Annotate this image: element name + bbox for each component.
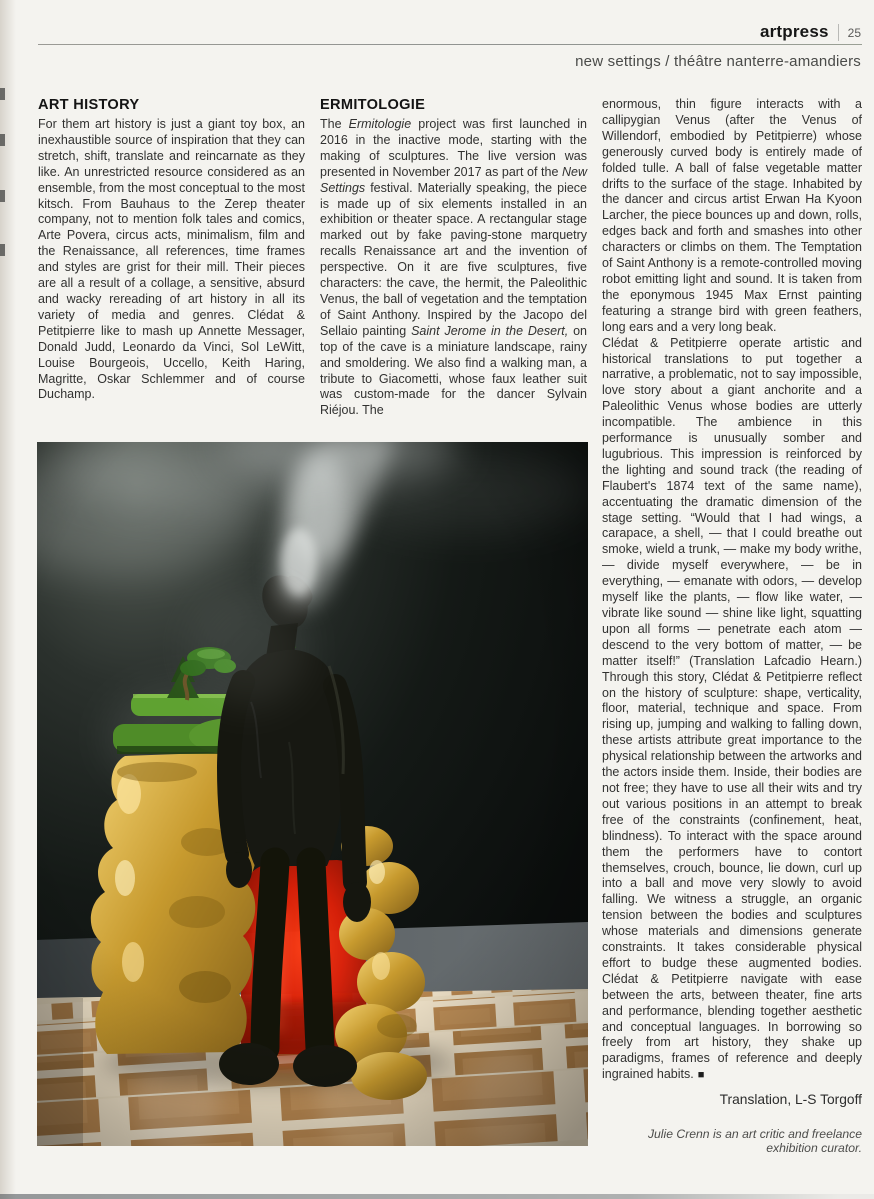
section-title: new settings / théâtre nanterre-amandiers xyxy=(575,53,861,70)
art-history-body: For them art history is just a giant toy box, an inexhaustible source of inspiration that they can stretch, shift, translate and reincarnate as they like. An unrestricted resource considered as an ensemble, from the most conceptual to the most kitsch. From Bauhaus to the Zerep theater company, not to mention folk tales and comics, Arte Povera, circus acts, minimalism, film and the Renaissance, all references, time frames and styles are grist for their mill. Their pieces are all a result of a collage, a sensitive, absurd and wacky rereading of art history in all its variety of media and genres. Clédat & Petitpierre like to mash up Annette Messager, Donald Judd, Leonardo da Vinci, Sol LeWitt, Louise Bourgeois, Uccello, Keith Haring, Magritte, Oskar Schlemmer and of course Duchamp. xyxy=(38,117,305,402)
masthead-row xyxy=(760,22,861,42)
continuation-paragraph-1: enormous, thin figure interacts with a callipygian Venus (after the Venus of Willendorf, embodied by Petitpierre) whose generously curved body is entirely made of folded tulle. A ball of false vegetable matter drifts to the surface of the stage. Inhabited by the dancer and circus artist Erwan Ha Kyoon Larcher, the piece bounces up and down, rolls, edges back and forth and smashes into other characters or climbs on them. The Temptation of Saint Anthony is a remote-controlled moving robot emitting light and sound. It is taken from the eponymous 1945 Max Ernst painting featuring a strange bird with green feathers, long ears and a very long beak. xyxy=(602,97,862,334)
header-rule xyxy=(38,44,862,45)
ermitologie-body: The Ermitologie project was first launched in 2016 in the inactive mode, starting with the making of sculptures. The live version was presented in November 2017 as part of the New Settings festival. Materially speaking, the piece is made up of six elements installed in an exhibition or theater space. A rectangular stage marked out by fake paving-stone marquetry recalls Renaissance art and the invention of perspective. On it are five sculptures, five characters: the cave, the hermit, the Paleolithic Venus, the ball of vegetation and the temptation of Saint Anthony. Inspired by the Jacopo del Sellaio painting Saint Jerome in the Desert, on top of the cave is a miniature landscape, rainy and smoldering. We also find a walking man, a tribute to Giacometti, whose faux leather suit was custom-made for the dancer Sylvain Riéjou. The xyxy=(320,117,587,418)
binding-mark xyxy=(0,88,5,100)
author-bio: Julie Crenn is an art critic and freelance exhibition curator. xyxy=(647,1127,862,1156)
ermitologie-heading: ERMITOLOGIE xyxy=(320,97,426,113)
page-number: 25 xyxy=(847,26,861,40)
photo-canvas xyxy=(37,442,588,1146)
page-left-edge-shading xyxy=(0,0,16,1199)
ermitologie-photograph xyxy=(37,442,588,1146)
column-art-history xyxy=(38,97,305,403)
page-bottom-edge-shading xyxy=(0,1194,874,1199)
art-history-heading: ART HISTORY xyxy=(38,97,140,113)
translation-credit: Translation, L-S Torgoff xyxy=(719,1092,862,1108)
binding-mark xyxy=(0,134,5,146)
masthead-divider xyxy=(838,24,839,41)
binding-mark xyxy=(0,244,5,256)
masthead-title: artpress xyxy=(759,22,829,41)
column-ermitologie xyxy=(320,97,587,419)
column-continuation xyxy=(602,97,862,1155)
binding-mark xyxy=(0,190,5,202)
continuation-paragraph-2: Clédat & Petitpierre operate artistic and historical translations to put together a narrative, a problematic, not to say impossible, love story about a giant anchorite and a Paleolithic Venus whose bodies are utterly incompatible. The ambience in this performance is unusually somber and lugubrious. This impression is reinforced by the lighting and sound track (the reading of Flaubert's 1874 text of the same name), accentuating the dramatic dimension of the stage setting. “Would that I had wings, a carapace, a shell, — that I could breathe out smoke, wield a trunk, — make my body writhe, — divide myself everywhere, — be in everything, — emanate with odors, — develop myself like the plants, — flow like water, — vibrate like sound — shine like light, squatting upon all forms — penetrate each atom — descend to the very bottom of matter, — be matter itself!” (Translation Lafcadio Hearn.) Through this story, Clédat & Petitpierre reflect on the history of sculpture: shape, verticality, floor, material, technique and space. From rising up, jumping and walking to falling down, these artists attribute great importance to the physical relationship between the artworks and the actors inside them. Inside, their bodies are not free; they have to use all their wits and try out various positions in an attempt to break free of the constraints (confinement, heat, blindness). To interact with the space around them the performers have to contort themselves, crouch, bounce, lie down, curl up into a ball and move very slowly to avoid falling. We witness a struggle, an organic tension between the bodies and sculptures whose materials and dimensions generate constraints. It takes considerable physical effort to budge these augmented bodies. Clédat & Petitpierre navigate with ease between the arts, between theater, fine arts and performance, blending together aesthetic and conceptual languages. In borrowing so freely from art history, they shake up paradigms, frames of reference and deeply ingrained habits. ■ xyxy=(602,335,862,1082)
photo-vignette xyxy=(37,442,588,1146)
end-of-article-marker: ■ xyxy=(697,1069,705,1082)
